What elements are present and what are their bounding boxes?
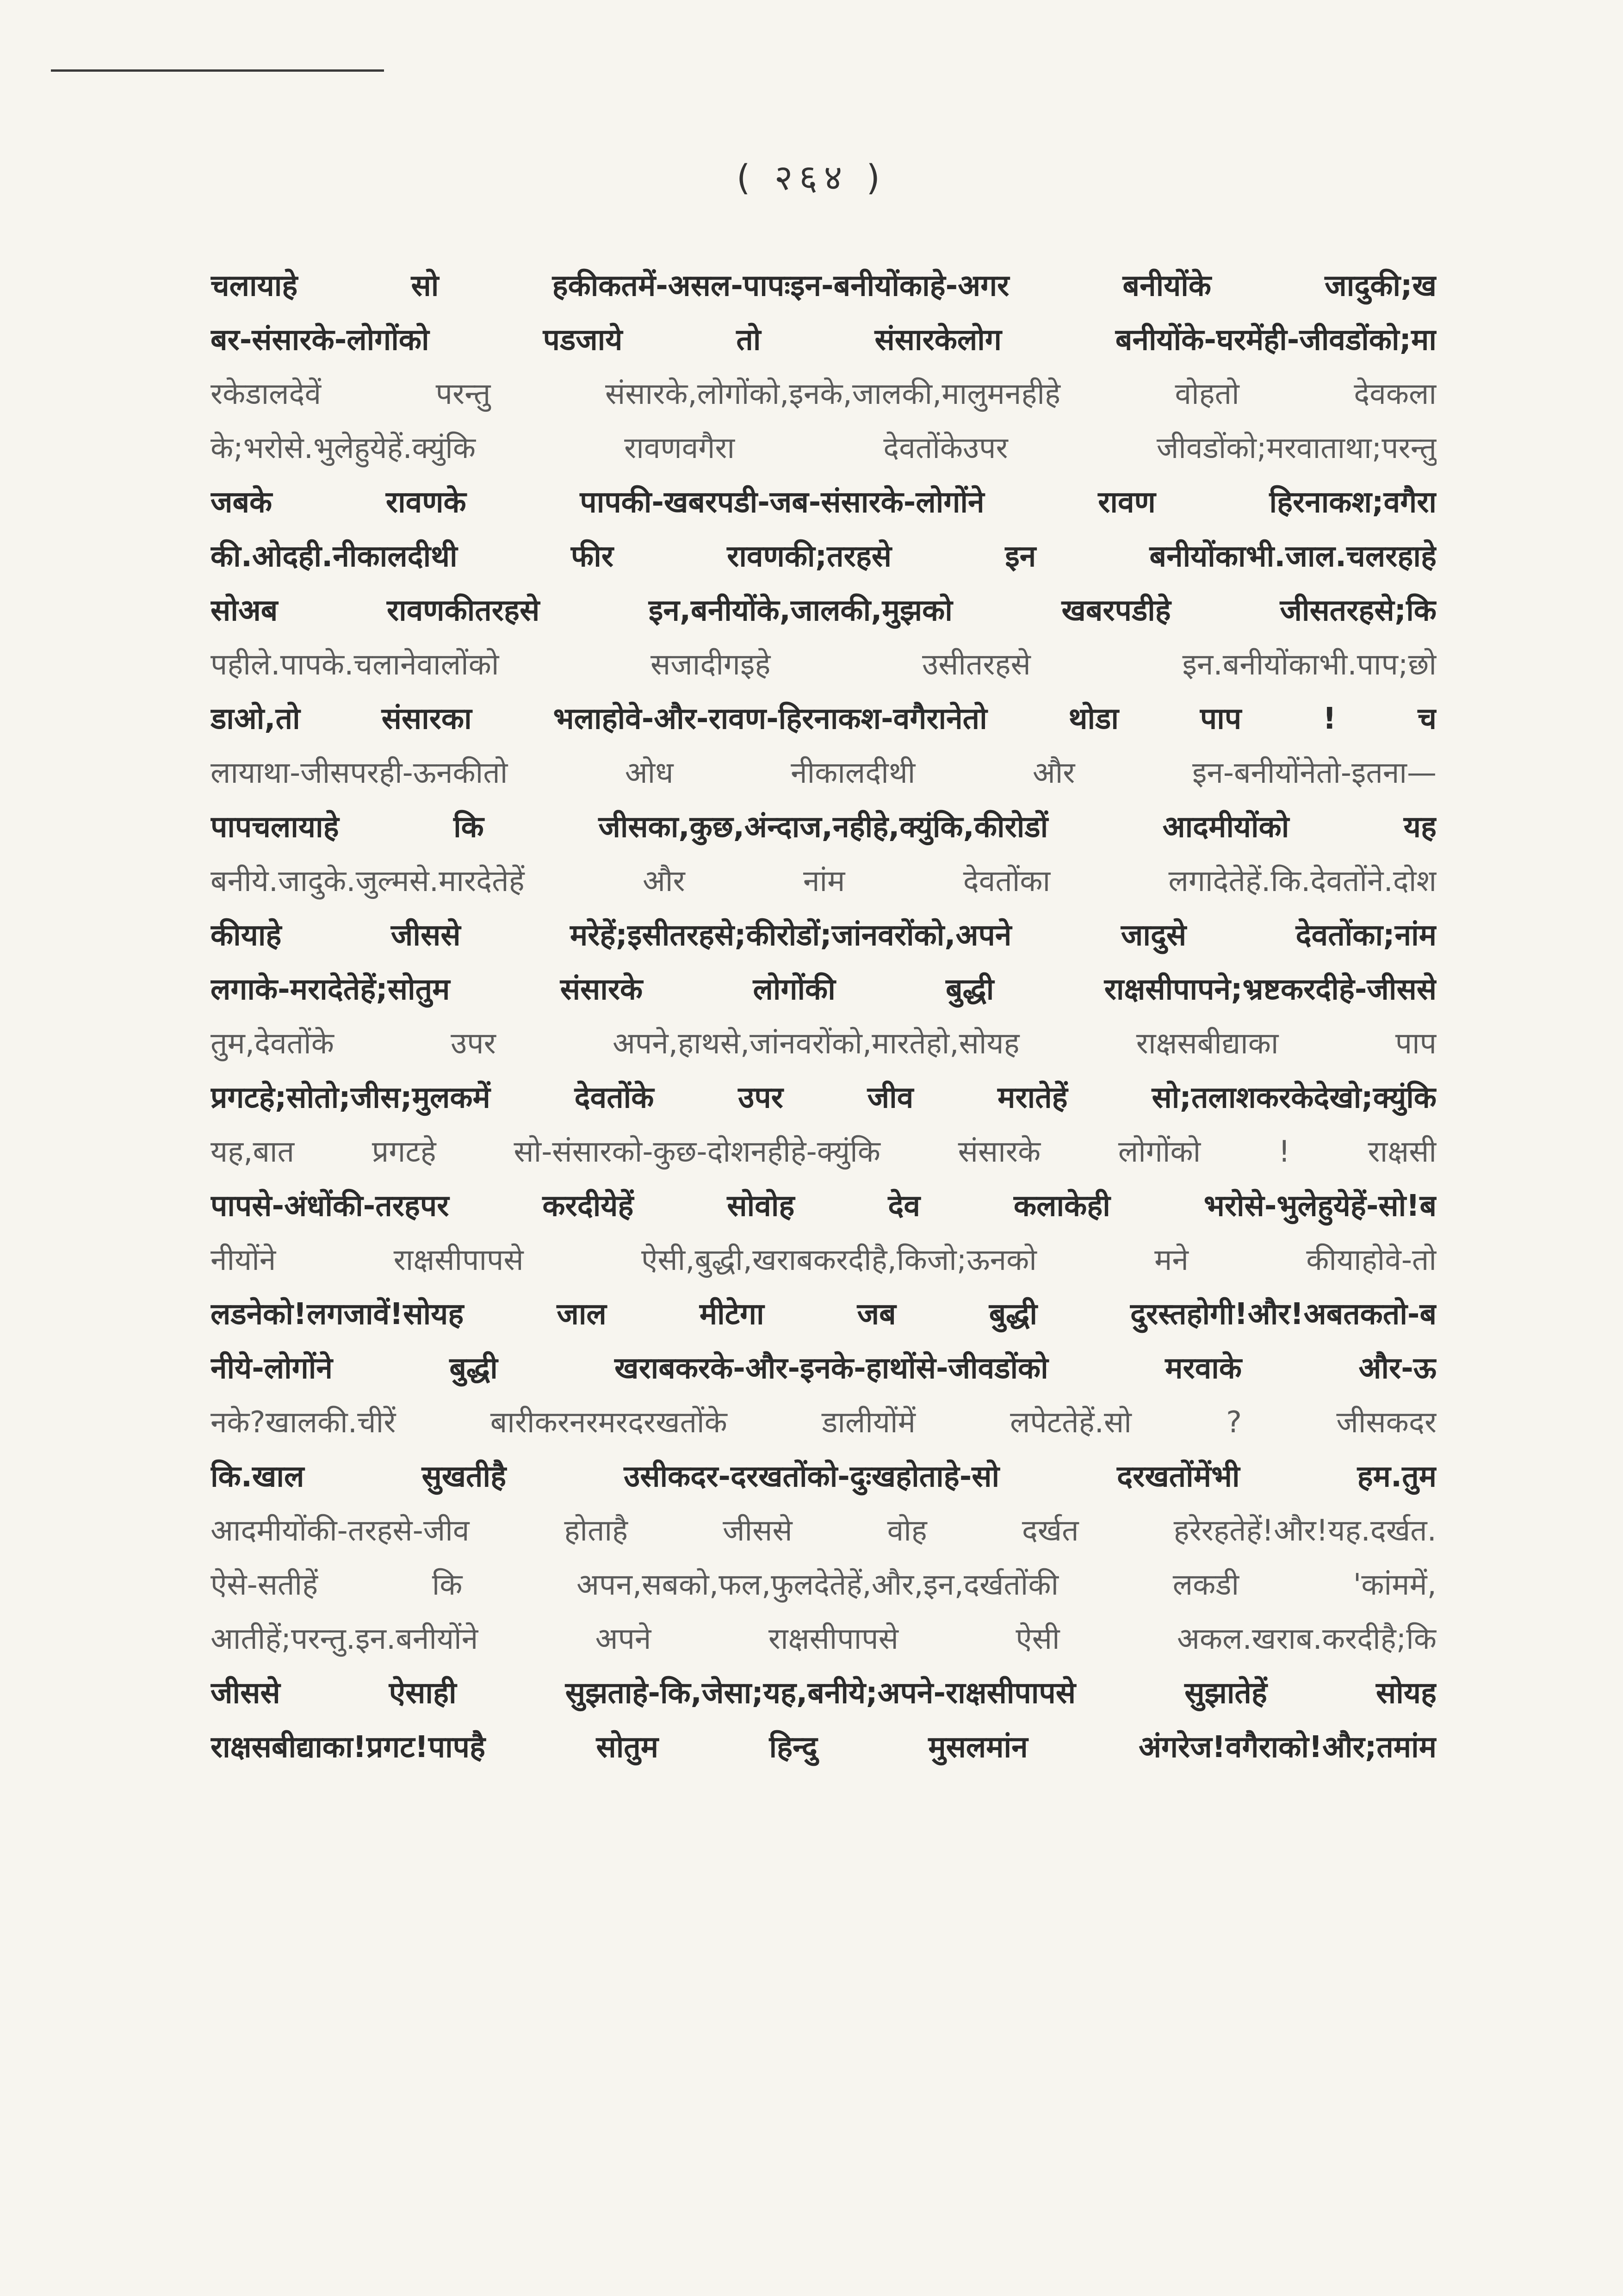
- text-line: कीयाहे जीससे मरेहें;इसीतरहसे;कीरोडों;जांनवरोंको,अपने जादुसे देवतोंका;नांम: [211, 918, 1437, 953]
- text-line: बर-संसारके-लोगोंको पडजाये तो संसारकेलोग बनीयोंके-घरमेंही-जीवडोंको;मा: [211, 323, 1437, 357]
- text-line: जबके रावणके पापकी-खबरपडी-जब-संसारके-लोगोंने रावण हिरनाकश;वगैरा: [211, 485, 1437, 520]
- text-line: कि.खाल सुखतीहै उसीकदर-दरखतोंको-दुःखहोताहे-सो दरखतोंमेंभी हम.तुम: [211, 1460, 1437, 1494]
- text-line: लगाके-मरादेतेहें;सोतुम संसारके लोगोंकी बुद्धी राक्षसीपापने;भ्रष्टकरदीहे-जीससे: [211, 972, 1437, 1007]
- text-line: बनीये.जादुके.जुल्मसे.मारदेतेहें और नांम देवतोंका लगादेतेहें.कि.देवतोंने.दोश: [211, 864, 1437, 898]
- text-line: पहीले.पापके.चलानेवालोंको सजादीगइहे उसीतरहसे इन.बनीयोंकाभी.पाप;छो: [211, 648, 1437, 682]
- text-line: प्रगटहे;सोतो;जीस;मुलकमें देवतोंके उपर जीव मरातेहें सो;तलाशकरकेदेखो;क्युंकि: [211, 1081, 1437, 1115]
- text-line: डाओ,तो संसारका भलाहोवे-और-रावण-हिरनाकश-वगैरानेतो थोडा पाप ! च: [211, 702, 1437, 736]
- text-line: के;भरोसे.भुलेहुयेहें.क्युंकि रावणवगैरा देवतोंकेउपर जीवडोंको;मरवाताथा;परन्तु: [211, 431, 1437, 465]
- text-line: नीये-लोगोंने बुद्धी खराबकरके-और-इनके-हाथोंसे-जीवडोंको मरवाके और-ऊ: [211, 1351, 1437, 1386]
- body-text: [211, 259, 1437, 1775]
- text-line: तुम,देवतोंके उपर अपने,हाथसे,जांनवरोंको,मारतेहो,सोयह राक्षसबीद्याका पाप: [211, 1027, 1437, 1061]
- top-rule: [51, 69, 384, 72]
- text-line: राक्षसबीद्याका!प्रगट!पापहै सोतुम हिन्दु मुसलमांन अंगरेज!वगैराको!और;तमांम: [211, 1730, 1437, 1764]
- text-line: चलायाहे सो हकीकतमें-असल-पापःइन-बनीयोंकाहे-अगर बनीयोंके जादुकी;ख: [211, 269, 1437, 303]
- page-number: ( २६४ ): [736, 157, 887, 198]
- text-line: पापसे-अंधोंकी-तरहपर करदीयेहें सोवोह देव कलाकेही भरोसे-भुलेहुयेहें-सो!ब: [211, 1189, 1437, 1223]
- text-line: लायाथा-जीसपरही-ऊनकीतो ओध नीकालदीथी और इन-बनीयोंनेतो-इतना—: [211, 756, 1437, 790]
- text-line: आतीहें;परन्तु.इन.बनीयोंने अपने राक्षसीपापसे ऐसी अकल.खराब.करदीहै;कि: [211, 1622, 1437, 1656]
- text-line: सोअब रावणकीतरहसे इन,बनीयोंके,जालकी,मुझको खबरपडीहे जीसतरहसे;कि: [211, 594, 1437, 628]
- text-line: लडनेको!लगजावें!सोयह जाल मीटेगा जब बुद्धी दुरस्तहोगी!और!अबतकतो-ब: [211, 1297, 1437, 1331]
- text-line: नीयोंने राक्षसीपापसे ऐसी,बुद्धी,खराबकरदीहै,किजो;ऊनको मने कीयाहोवे-तो: [211, 1243, 1437, 1277]
- text-line: की.ओदही.नीकालदीथी फीर रावणकी;तरहसे इन बनीयोंकाभी.जाल.चलरहाहे: [211, 539, 1437, 574]
- text-line: आदमीयोंकी-तरहसे-जीव होताहै जीससे वोह दर्खत हरेरहतेहें!और!यह.दर्खत.: [211, 1514, 1437, 1548]
- text-line: यह,बात प्रगटहे सो-संसारको-कुछ-दोशनहीहे-क्युंकि संसारके लोगोंको ! राक्षसी: [211, 1135, 1437, 1169]
- text-line: रकेडालदेवें परन्तु संसारके,लोगोंको,इनके,जालकी,मालुमनहीहे वोहतो देवकला: [211, 377, 1437, 411]
- text-line: जीससे ऐसाही सुझताहे-कि,जेसा;यह,बनीये;अपने-राक्षसीपापसे सुझातेहें सोयह: [211, 1676, 1437, 1710]
- text-line: पापचलायाहे कि जीसका,कुछ,अंन्दाज,नहीहे,क्युंकि,कीरोडों आदमीयोंको यह: [211, 810, 1437, 844]
- text-line: ऐसे-सतीहें कि अपन,सबको,फल,फुलदेतेहें,और,इन,दर्खतोंकी लकडी 'कांममें,: [211, 1568, 1437, 1602]
- text-line: नके?खालकी.चीरें बारीकरनरमरदरखतोंके डालीयोंमें लपेटतेहें.सो ? जीसकदर: [211, 1405, 1437, 1440]
